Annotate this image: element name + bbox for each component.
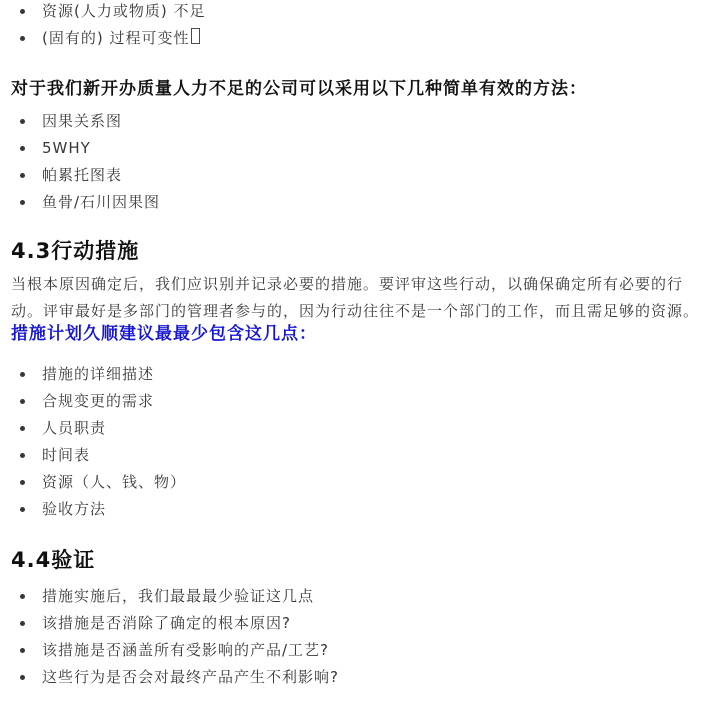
list-item-text: 帕累托图表 <box>42 166 123 184</box>
methods-list <box>11 108 702 216</box>
list-item <box>36 496 702 523</box>
section-heading-4-3: 4.3行动措施 <box>11 239 140 263</box>
list-item-text: 措施实施后，我们最最最少验证这几点 <box>42 587 315 605</box>
list-item-text: (固有的) 过程可变性 <box>42 29 190 47</box>
list-item-text: 措施的详细描述 <box>42 365 155 383</box>
causes-list <box>11 0 702 52</box>
list-item-text: 因果关系图 <box>42 112 123 130</box>
list-item-text: 验收方法 <box>42 500 107 518</box>
list-item <box>36 0 702 25</box>
plan-heading: 措施计划久顺建议最最少包含这几点： <box>11 324 317 344</box>
list-item <box>36 583 702 610</box>
list-item-text: 合规变更的需求 <box>42 392 155 410</box>
missing-glyph-box <box>191 28 200 44</box>
list-item-text: 资源(人力或物质) 不足 <box>42 2 206 20</box>
list-item <box>36 442 702 469</box>
list-item-text: 5WHY <box>42 139 91 157</box>
list-item <box>36 135 702 162</box>
list-item-text: 该措施是否涵盖所有受影响的产品/工艺? <box>42 641 330 659</box>
list-item <box>36 108 702 135</box>
list-item-text: 时间表 <box>42 446 91 464</box>
list-item <box>36 469 702 496</box>
list-item <box>36 637 702 664</box>
list-item <box>36 610 702 637</box>
list-item <box>36 388 702 415</box>
methods-intro-heading: 对于我们新开办质量人力不足的公司可以采用以下几种简单有效的方法： <box>11 79 587 99</box>
verification-list <box>11 583 702 691</box>
list-item-text: 该措施是否消除了确定的根本原因? <box>42 614 291 632</box>
list-item <box>36 664 702 691</box>
list-item-text: 鱼骨/石川因果图 <box>42 193 161 211</box>
list-item-text: 人员职责 <box>42 419 107 437</box>
section-heading-4-4: 4.4验证 <box>11 548 96 572</box>
list-item <box>36 415 702 442</box>
list-item-text: 这些行为是否会对最终产品产生不利影响? <box>42 668 339 686</box>
list-item <box>36 25 702 52</box>
list-item-text: 资源（人、钱、物） <box>42 473 187 491</box>
section-4-3-paragraph: 当根本原因确定后，我们应识别并记录必要的措施。要评审这些行动，以确保确定所有必要的行动。评审最好是多部门的管理者参与的，因为行动往往不是一个部门的工作，而且需足够的资源。 <box>11 275 700 320</box>
list-item <box>36 361 702 388</box>
list-item <box>36 162 702 189</box>
plan-list <box>11 361 702 523</box>
list-item <box>36 189 702 216</box>
